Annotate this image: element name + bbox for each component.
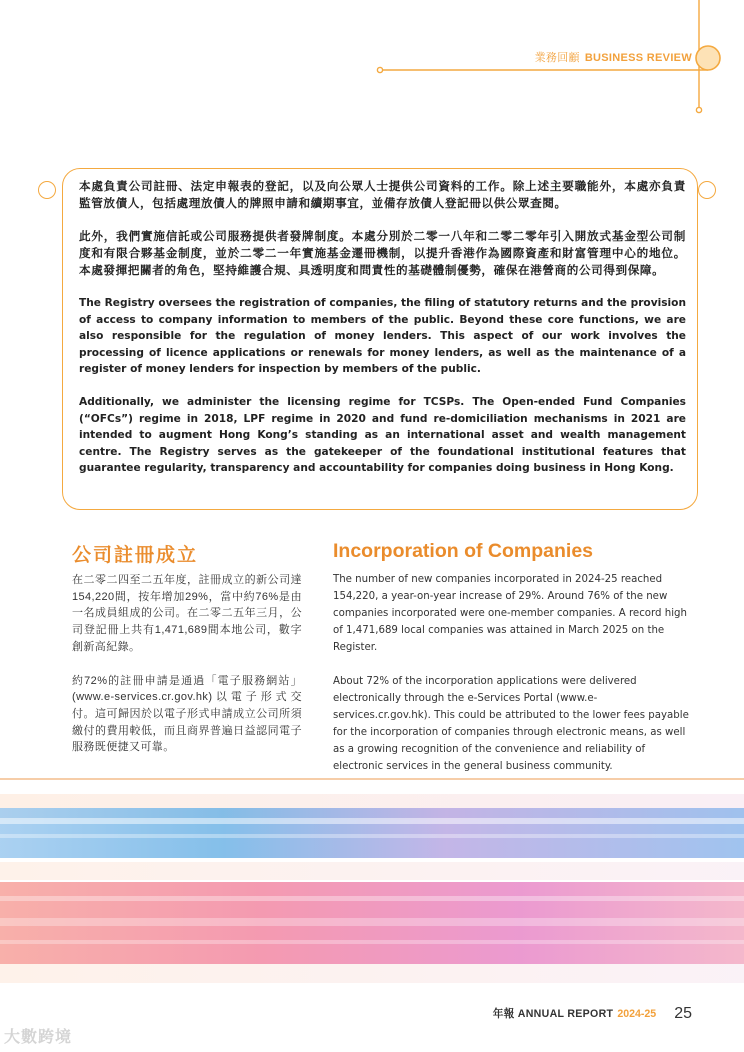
box-right-knob-icon [698,181,716,199]
section-tag-en: BUSINESS REVIEW [584,52,692,64]
intro-text [79,178,686,493]
incorporation-en-para-2: About 72% of the incorporation applications were delivered electronically through the e-Services Portal (www.e-services.cr.gov.hk). This could be attributed to the lower fees payable for the incorporation of companies through electronic means, as well as a growing recognition of the convenience and reliability of electronic services in the general business community. [333,676,689,772]
intro-zh-para-1: 本處負責公司註冊、法定申報表的登記，以及向公眾人士提供公司資料的工作。除上述主要職能外，本處亦負責監管放債人，包括處理放債人的牌照申請和續期事宜，並備存放債人登記冊以供公眾查閱。 [79,180,686,210]
watermark: 大數跨境 [4,1029,73,1046]
incorporation-title-zh: 公司註冊成立 [72,545,199,566]
incorporation-en-para-1: The number of new companies incorporated in 2024-25 reached 154,220, a year-on-year increase of 29%. Around 76% of the new companies incorporated were one-member companies. A record high of 1,471,689 local companies was attained in March 2025 on the Register. [333,574,687,653]
header-decoration [0,0,744,130]
page-number: 25 [674,1005,692,1022]
report-year: 2024-25 [617,1008,657,1020]
incorporation-zh-para-1: 在二零二四至二五年度，註冊成立的新公司達154,220間，按年增加29%，當中約76%是由一名成員組成的公司。在二零二五年三月，公司登記冊上共有1,471,689間本地公司，數字創新高紀錄。 [72,574,302,653]
box-left-knob-icon [38,181,56,199]
intro-zh-para-2: 此外，我們實施信託或公司服務提供者發牌制度。本處分別於二零一八年和二零二零年引入開放式基金型公司制度和有限合夥基金制度，並於二零二一年實施基金遷冊機制，以提升香港作為國際資產和財富管理中心的地位。本處發揮把關者的角色，堅持維護合規、具透明度和問責性的基礎體制優勢，確保在港營商的公司得到保障。 [79,230,686,277]
report-label: 年報 ANNUAL REPORT [492,1008,614,1020]
incorporation-en-column [333,571,693,792]
incorporation-zh-para-2: 約72%的註冊申請是通過「電子服務網站」(www.e-services.cr.gov.hk)以電子形式交付。這可歸因於以電子形式申請成立公司所須繳付的費用較低，而且商界普遍日益認同電子服務既便捷又可靠。 [72,674,302,754]
incorporation-zh-column [72,572,302,773]
section-tag-zh: 業務回顧 [534,52,580,64]
page-footer [493,1004,692,1023]
incorporation-title-en: Incorporation of Companies [333,540,594,562]
intro-en-para-1: The Registry oversees the registration of companies, the filing of statutory returns and the provision of access to company information to members of the public. Beyond these core functions, we are also responsible for the regulation of money lenders. This aspect of our work involves the processing of licence applications or renewals for money lenders, as well as the maintenance of a register of money lenders for inspection by members of the public. [79,297,686,376]
section-tag [535,49,692,65]
intro-en-para-2: Additionally, we administer the licensing regime for TCSPs. The Open-ended Fund Companies (“OFCs”) regime in 2018, LPF regime in 2020 and fund re-domiciliation mechanisms in 2021 are intended to augment Hong Kong’s standing as an international asset and wealth management centre. The Registry serves as the gatekeeper of the foundational institutional features that guarantee regularity, transparency and accountability for companies doing business in Hong Kong. [79,395,686,475]
decorative-wave-bands [0,778,744,983]
header-ring-icon [696,46,720,70]
